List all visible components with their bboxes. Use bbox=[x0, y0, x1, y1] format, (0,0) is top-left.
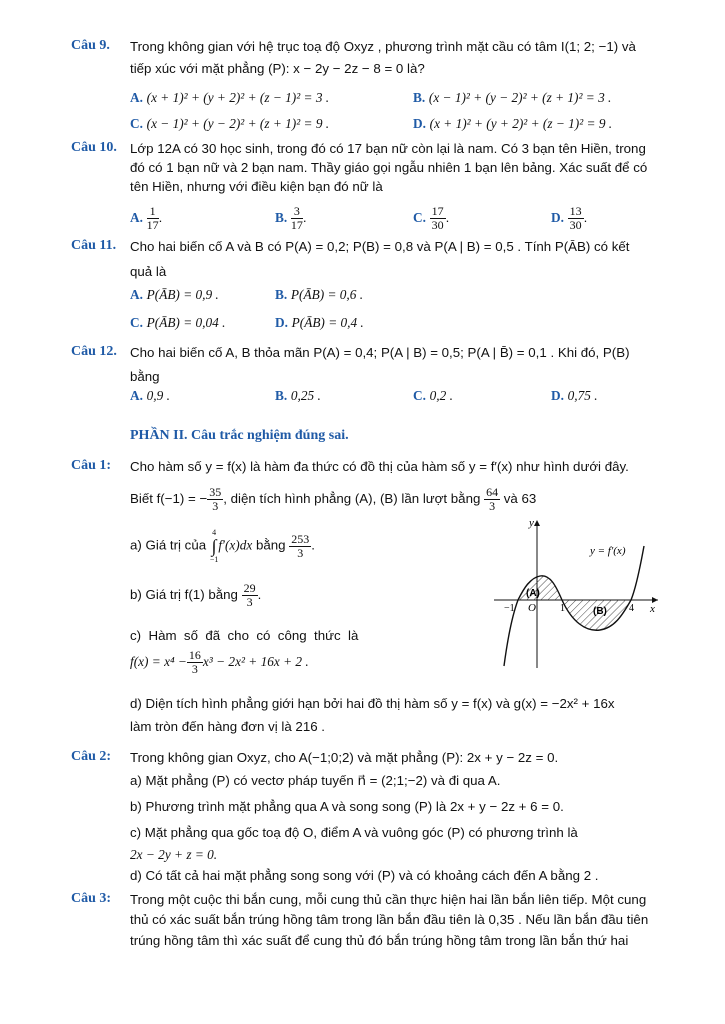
y-axis-arrow-icon bbox=[534, 520, 540, 526]
statement-b[interactable]: b) Phương trình mặt phẳng qua A và song song (P) là 2x + y − 2z + 6 = 0. bbox=[130, 799, 564, 814]
statement-c[interactable]: c) Hàm số đã cho có công thức là f(x) = x⁴ − $\frac{16}{3}$ x³ − 2x² + 16x + 2 . bbox=[130, 628, 359, 677]
option-b[interactable]: B. (x − 1)² + (y − 2)² + (z + 1)² = 3 . bbox=[413, 90, 612, 105]
question-text: bằng bbox=[130, 369, 160, 384]
option-b[interactable]: B. 0,25 . bbox=[275, 388, 321, 403]
question-text: Biết f(−1) = − $\frac{35}{3}$ , diện tích hình phẳng (A), (B) lần lượt bằng $\frac{64}{3}$ và 63 bbox=[130, 484, 537, 513]
question-text: Cho hàm số y = f(x) là hàm đa thức có đồ thị của hàm số y = f′(x) như hình dưới đây. bbox=[130, 459, 629, 474]
question-text: Trong một cuộc thi bắn cung, mỗi cung thủ cần thực hiện hai lần bắn liên tiếp. Một cung bbox=[130, 892, 647, 907]
question-label: Câu 11. bbox=[71, 238, 117, 253]
question-text: trúng hồng tâm thì xác suất để cung thủ đó bắn trúng hồng tâm trong lần bắn thứ hai bbox=[130, 933, 629, 948]
option-a[interactable]: A. (x + 1)² + (y + 2)² + (z − 1)² = 3 . bbox=[130, 90, 330, 105]
question-text: đó có 1 bạn nữ và 2 bạn nam. Thầy giáo gọi ngẫu nhiên 1 bạn lên bảng. Xác suất để có bbox=[130, 160, 648, 175]
question-text: tên Hiền, nhưng với điều kiện bạn đó nữ là bbox=[130, 179, 383, 194]
statement-b[interactable]: b) Giá trị f(1) bằng $\frac{29}{3}$ . bbox=[130, 580, 262, 609]
question-label: Câu 1: bbox=[71, 458, 112, 473]
option-d[interactable]: D. (x + 1)² + (y + 2)² + (z − 1)² = 9 . bbox=[413, 116, 613, 131]
question-text: Lớp 12A có 30 học sinh, trong đó có 17 bạn nữ còn lại là nam. Có 3 bạn tên Hiền, trong bbox=[130, 141, 646, 156]
axis-x-label: x bbox=[650, 603, 655, 615]
statement-d[interactable]: d) Diện tích hình phẳng giới hạn bởi hai đồ thị hàm số y = f(x) và g(x) = −2x² + 16x làm tròn đến hàng đơn vị là 216 . bbox=[130, 696, 615, 734]
question-label: Câu 12. bbox=[71, 344, 117, 359]
statement-a[interactable]: a) Mặt phẳng (P) có vectơ pháp tuyến n⃗ = (2;1;−2) và đi qua A. bbox=[130, 773, 501, 788]
section-heading: PHẦN II. Câu trắc nghiệm đúng sai. bbox=[130, 428, 349, 443]
option-d[interactable]: D. $\frac{13}{30}$ . bbox=[551, 204, 588, 232]
axis-y-label: y bbox=[529, 517, 534, 529]
question-text: Cho hai biến cố A, B thỏa mãn P(A) = 0,4; P(A | B) = 0,5; P(A | B̄) = 0,1 . Khi đó, P(B) bbox=[130, 345, 630, 360]
question-text: thủ có xác suất bắn trúng hồng tâm trong lần bắn đầu tiên là 0,35 . Nếu lần bắn đầu tiên bbox=[130, 912, 649, 927]
question-text: tiếp xúc với mặt phẳng (P): x − 2y − 2z − 8 = 0 là? bbox=[130, 61, 425, 76]
option-a[interactable]: A. $\frac{1}{17}$ . bbox=[130, 204, 163, 232]
option-a[interactable]: A. P(ĀB) = 0,9 . bbox=[130, 287, 219, 302]
question-text: quả là bbox=[130, 264, 167, 279]
statement-d[interactable]: d) Có tất cả hai mặt phẳng song song với (P) và có khoảng cách đến A bằng 2 . bbox=[130, 868, 599, 883]
option-b[interactable]: B. P(ĀB) = 0,6 . bbox=[275, 287, 364, 302]
region-a-label: (A) bbox=[526, 588, 540, 599]
statement-c-equation: 2x − 2y + z = 0. bbox=[130, 847, 218, 862]
option-c[interactable]: C. 0,2 . bbox=[413, 388, 453, 403]
option-a[interactable]: A. 0,9 . bbox=[130, 388, 170, 403]
option-d[interactable]: D. P(ĀB) = 0,4 . bbox=[275, 315, 364, 330]
origin-label: O bbox=[528, 602, 536, 614]
region-b-label: (B) bbox=[593, 606, 607, 617]
tick-label-4: 4 bbox=[629, 603, 634, 614]
curve-label: y = f′(x) bbox=[590, 545, 626, 557]
question-label: Câu 2: bbox=[71, 749, 112, 764]
derivative-graph bbox=[490, 516, 662, 672]
question-text: Trong không gian Oxyz, cho A(−1;0;2) và mặt phẳng (P): 2x + y − 2z = 0. bbox=[130, 750, 559, 765]
tick-label-neg1: −1 bbox=[504, 603, 515, 614]
option-c[interactable]: C. (x − 1)² + (y − 2)² + (z + 1)² = 9 . bbox=[130, 116, 330, 131]
option-b[interactable]: B. $\frac{3}{17}$ . bbox=[275, 204, 307, 232]
statement-a[interactable]: a) Giá trị của 4 ∫ −1 f′(x)dx bằng $\frac{253}{3}$ . bbox=[130, 528, 315, 564]
question-label: Câu 9. bbox=[71, 38, 110, 53]
question-text: Cho hai biến cố A và B có P(A) = 0,2; P(B) = 0,8 và P(A | B) = 0,5 . Tính P(ĀB) có kết bbox=[130, 239, 630, 254]
tick-label-1: 1 bbox=[560, 603, 565, 614]
question-label: Câu 3: bbox=[71, 891, 112, 906]
question-text: Trong không gian với hệ trục toạ độ Oxyz , phương trình mặt cầu có tâm I(1; 2; −1) và bbox=[130, 39, 636, 54]
option-d[interactable]: D. 0,75 . bbox=[551, 388, 598, 403]
question-label: Câu 10. bbox=[71, 140, 117, 155]
option-c[interactable]: C. $\frac{17}{30}$ . bbox=[413, 204, 450, 232]
option-c[interactable]: C. P(ĀB) = 0,04 . bbox=[130, 315, 226, 330]
statement-c[interactable]: c) Mặt phẳng qua gốc toạ độ O, điểm A và vuông góc (P) có phương trình là bbox=[130, 825, 578, 840]
